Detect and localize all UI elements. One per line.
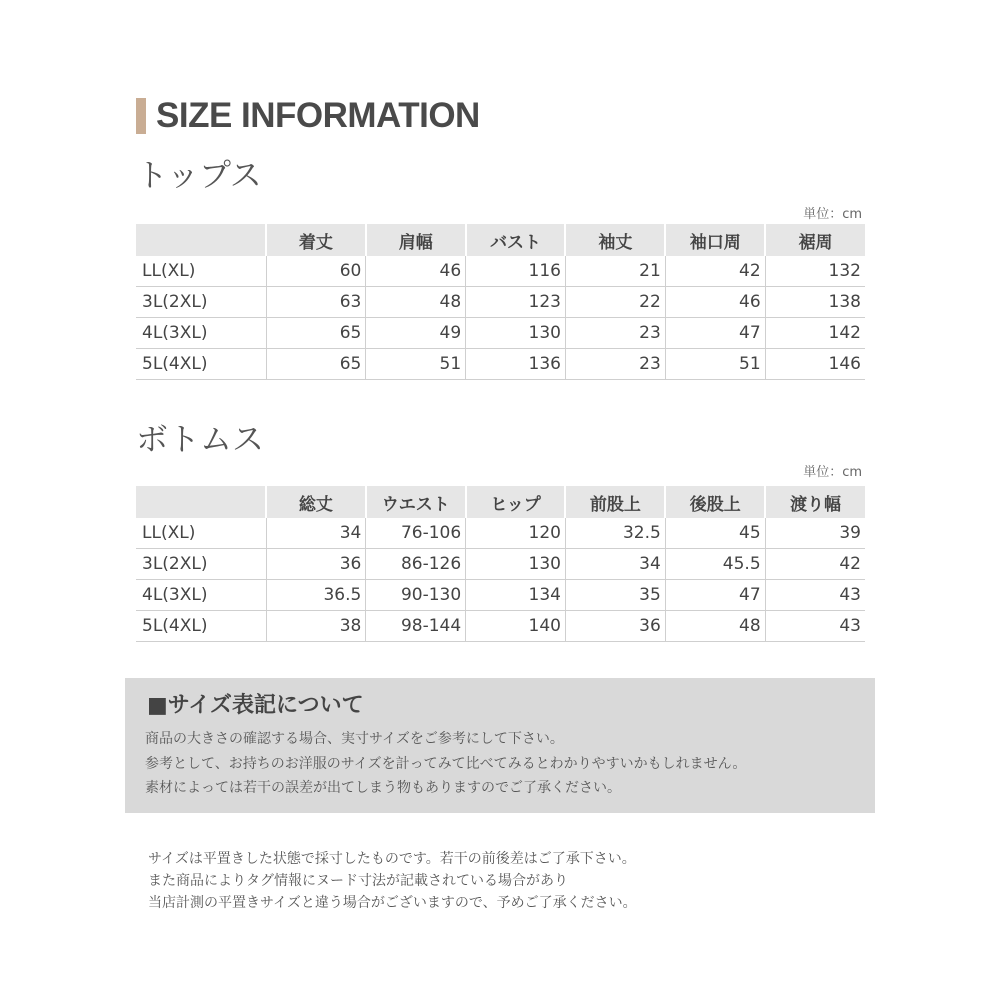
- bottoms-unit-label: 単位：cm: [803, 465, 862, 480]
- table-cell: 23: [565, 349, 665, 380]
- table-cell: 42: [765, 549, 865, 580]
- table-cell: 90-130: [366, 580, 466, 611]
- table-cell: 46: [366, 256, 466, 287]
- table-cell: 98-144: [366, 611, 466, 642]
- table-cell: 38: [266, 611, 366, 642]
- header-cell: [136, 224, 266, 256]
- table-cell: 51: [665, 349, 765, 380]
- size-label-cell: LL(XL): [136, 518, 266, 549]
- notice-line: 商品の大きさの確認する場合、実寸サイズをご参考にして下さい。: [145, 731, 564, 747]
- table-cell: 63: [266, 287, 366, 318]
- table-cell: 34: [565, 549, 665, 580]
- heading-accent-bar: [136, 98, 146, 134]
- table-cell: 32.5: [565, 518, 665, 549]
- table-cell: 134: [466, 580, 566, 611]
- size-label-cell: 3L(2XL): [136, 287, 266, 318]
- header-cell: 渡り幅: [765, 486, 865, 518]
- size-label-cell: 4L(3XL): [136, 580, 266, 611]
- table-cell: 47: [665, 318, 765, 349]
- table-cell: 36: [565, 611, 665, 642]
- table-cell: 42: [665, 256, 765, 287]
- table-cell: 51: [366, 349, 466, 380]
- table-cell: 123: [466, 287, 566, 318]
- header-cell: 前股上: [565, 486, 665, 518]
- footnote-line: サイズは平置きした状態で採寸したものです。若干の前後差はご了承下さい。: [148, 851, 636, 867]
- table-cell: 22: [565, 287, 665, 318]
- table-cell: 48: [366, 287, 466, 318]
- table-cell: 120: [466, 518, 566, 549]
- table-cell: 86-126: [366, 549, 466, 580]
- table-row: [136, 518, 865, 549]
- table-cell: 130: [466, 318, 566, 349]
- table-cell: 36: [266, 549, 366, 580]
- table-row: [136, 549, 865, 580]
- table-cell: 36.5: [266, 580, 366, 611]
- footnote-line: 当店計測の平置きサイズと違う場合がございますので、予めご了承ください。: [148, 895, 637, 911]
- header-cell: ウエスト: [366, 486, 466, 518]
- bottoms-size-table: [136, 486, 865, 642]
- header-cell: 総丈: [266, 486, 366, 518]
- table-cell: 136: [466, 349, 566, 380]
- table-cell: 65: [266, 349, 366, 380]
- table-row: [136, 287, 865, 318]
- table-header-row: [136, 224, 865, 256]
- header-cell: 袖丈: [565, 224, 665, 256]
- table-cell: 130: [466, 549, 566, 580]
- table-cell: 43: [765, 611, 865, 642]
- table-cell: 21: [565, 256, 665, 287]
- size-label-cell: 5L(4XL): [136, 611, 266, 642]
- table-cell: 45.5: [665, 549, 765, 580]
- header-cell: バスト: [466, 224, 566, 256]
- size-label-cell: LL(XL): [136, 256, 266, 287]
- table-cell: 35: [565, 580, 665, 611]
- footnote-line: また商品によりタグ情報にヌード寸法が記載されている場合があり: [148, 873, 568, 889]
- tops-unit-label: 単位：cm: [803, 207, 862, 222]
- table-cell: 49: [366, 318, 466, 349]
- table-cell: 138: [765, 287, 865, 318]
- notice-line: 参考として、お持ちのお洋服のサイズを計ってみて比べてみるとわかりやすいかもしれません。: [145, 756, 747, 772]
- table-cell: 116: [466, 256, 566, 287]
- bottoms-section-title: ボトムス: [136, 420, 265, 458]
- table-cell: 146: [765, 349, 865, 380]
- table-cell: 47: [665, 580, 765, 611]
- table-cell: 46: [665, 287, 765, 318]
- notice-title: ■サイズ表記について: [147, 693, 364, 718]
- table-cell: 60: [266, 256, 366, 287]
- table-row: [136, 580, 865, 611]
- table-cell: 45: [665, 518, 765, 549]
- tops-size-table: [136, 224, 865, 380]
- table-row: [136, 611, 865, 642]
- header-cell: 裾周: [765, 224, 865, 256]
- size-label-cell: 3L(2XL): [136, 549, 266, 580]
- table-cell: 39: [765, 518, 865, 549]
- notice-line: 素材によっては若干の誤差が出てしまう物もありますのでご了承ください。: [145, 780, 621, 796]
- size-label-cell: 4L(3XL): [136, 318, 266, 349]
- table-cell: 43: [765, 580, 865, 611]
- table-header-row: [136, 486, 865, 518]
- header-cell: 袖口周: [665, 224, 765, 256]
- table-cell: 34: [266, 518, 366, 549]
- page-heading: [136, 96, 480, 136]
- table-cell: 142: [765, 318, 865, 349]
- table-cell: 65: [266, 318, 366, 349]
- table-row: [136, 256, 865, 287]
- header-cell: [136, 486, 266, 518]
- tops-section-title: トップス: [136, 156, 262, 194]
- size-notation-notice: [125, 678, 875, 813]
- table-cell: 76-106: [366, 518, 466, 549]
- table-row: [136, 349, 865, 380]
- header-cell: 肩幅: [366, 224, 466, 256]
- header-cell: ヒップ: [466, 486, 566, 518]
- table-cell: 23: [565, 318, 665, 349]
- table-row: [136, 318, 865, 349]
- header-cell: 後股上: [665, 486, 765, 518]
- size-label-cell: 5L(4XL): [136, 349, 266, 380]
- table-cell: 140: [466, 611, 566, 642]
- table-cell: 132: [765, 256, 865, 287]
- page-title: SIZE INFORMATION: [156, 96, 480, 135]
- table-cell: 48: [665, 611, 765, 642]
- header-cell: 着丈: [266, 224, 366, 256]
